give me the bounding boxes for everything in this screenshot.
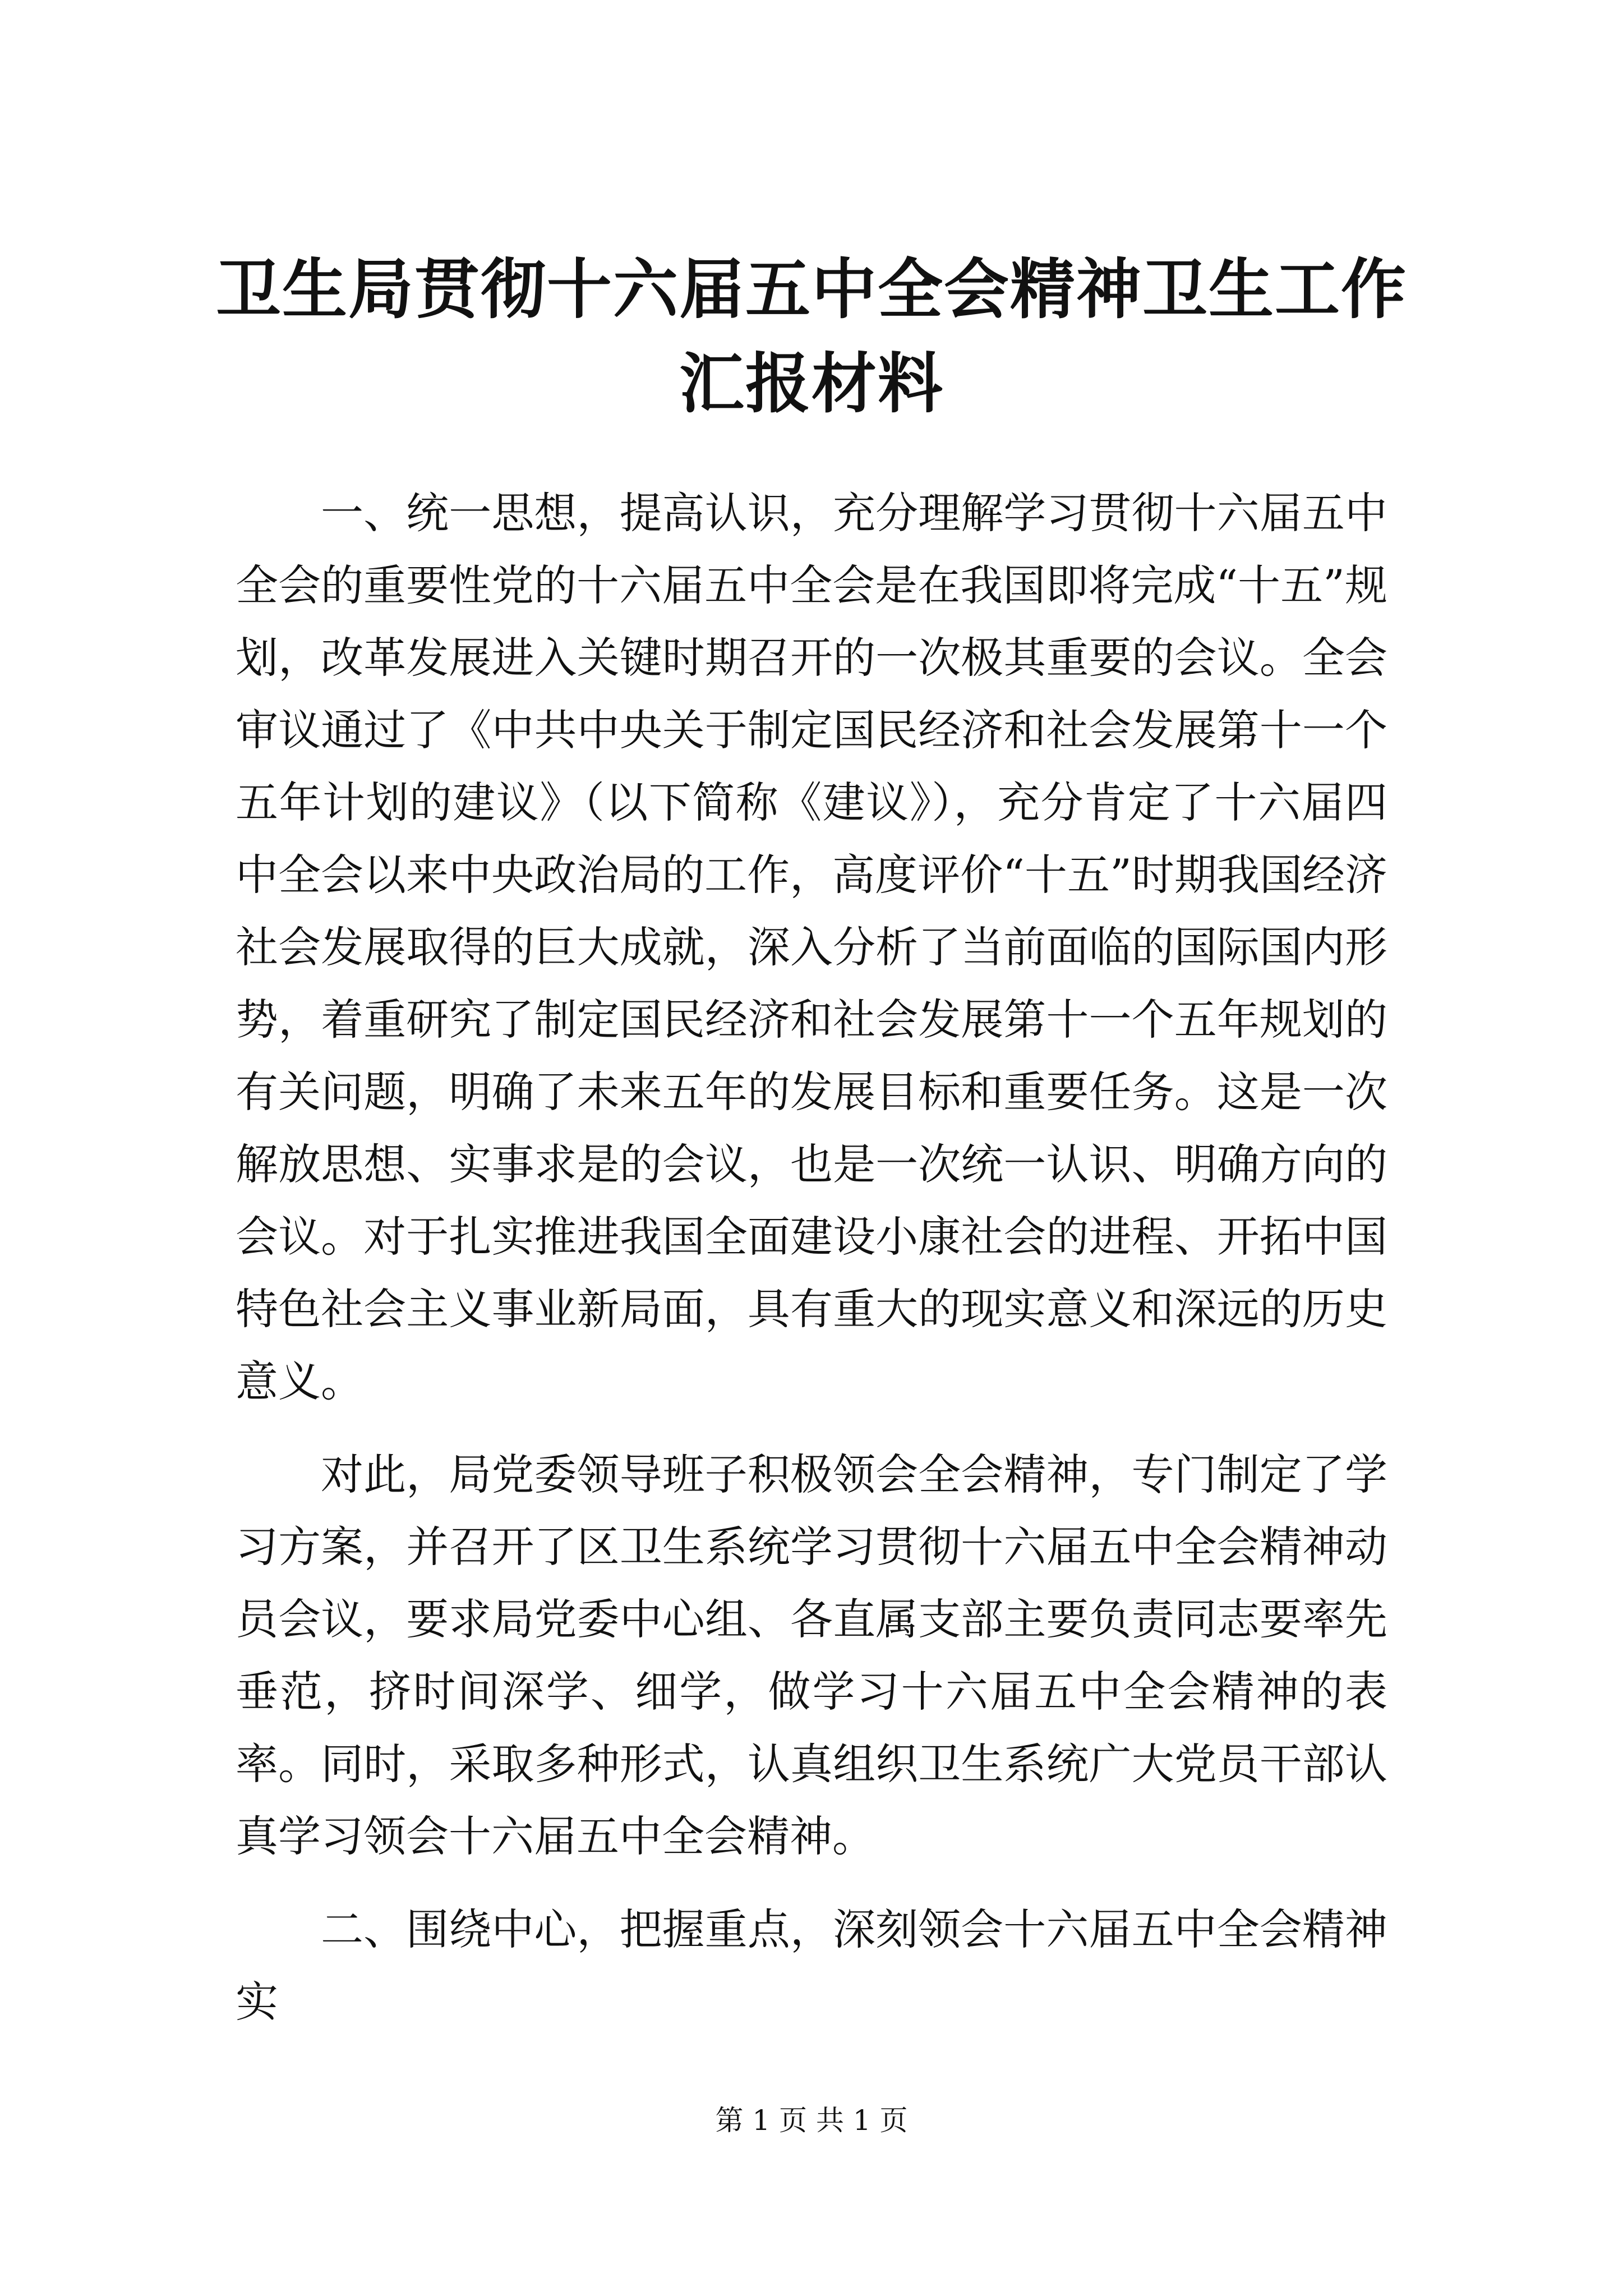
page-footer: 第 1 页 共 1 页 xyxy=(715,2104,908,2137)
paragraph-2: 对此，局党委领导班子积极领会全会精神，专门制定了学习方案，并召开了区卫生系统学习贯彻十六届五中全会精神动员会议，要求局党委中心组、各直属支部主要负责同志要率先垂范，挤时间深学、细学，做学习十六届五中全会精神的表率。同时，采取多种形式，认真组织卫生系统广大党员干部认真学习领会十六届五中全会精神。 xyxy=(236,1450,1387,1861)
document-body xyxy=(236,477,1387,2059)
paragraph-3: 二、围绕中心，把握重点，深刻领会十六届五中全会精神实 xyxy=(236,1904,1387,2027)
document-title: 卫生局贯彻十六届五中全会精神卫生工作汇报材料 xyxy=(216,251,1407,422)
paragraph-1: 一、统一思想，提高认识，充分理解学习贯彻十六届五中全会的重要性党的十六届五中全会是在我国即将完成“十五”规划，改革发展进入关键时期召开的一次极其重要的会议。全会审议通过了《中共中央关于制定国民经济和社会发展第十一个五年计划的建议》（以下简称《建议》），充分肯定了十六届四中全会以来中央政治局的工作，高度评价“十五”时期我国经济社会发展取得的巨大成就，深入分析了当前面临的国际国内形势，着重研究了制定国民经济和社会发展第十一个五年规划的有关问题，明确了未来五年的发展目标和重要任务。这是一次解放思想、实事求是的会议，也是一次统一认识、明确方向的会议。对于扎实推进我国全面建设小康社会的进程、开拓中国特色社会主义事业新局面，具有重大的现实意义和深远的历史意义。 xyxy=(236,488,1387,1406)
